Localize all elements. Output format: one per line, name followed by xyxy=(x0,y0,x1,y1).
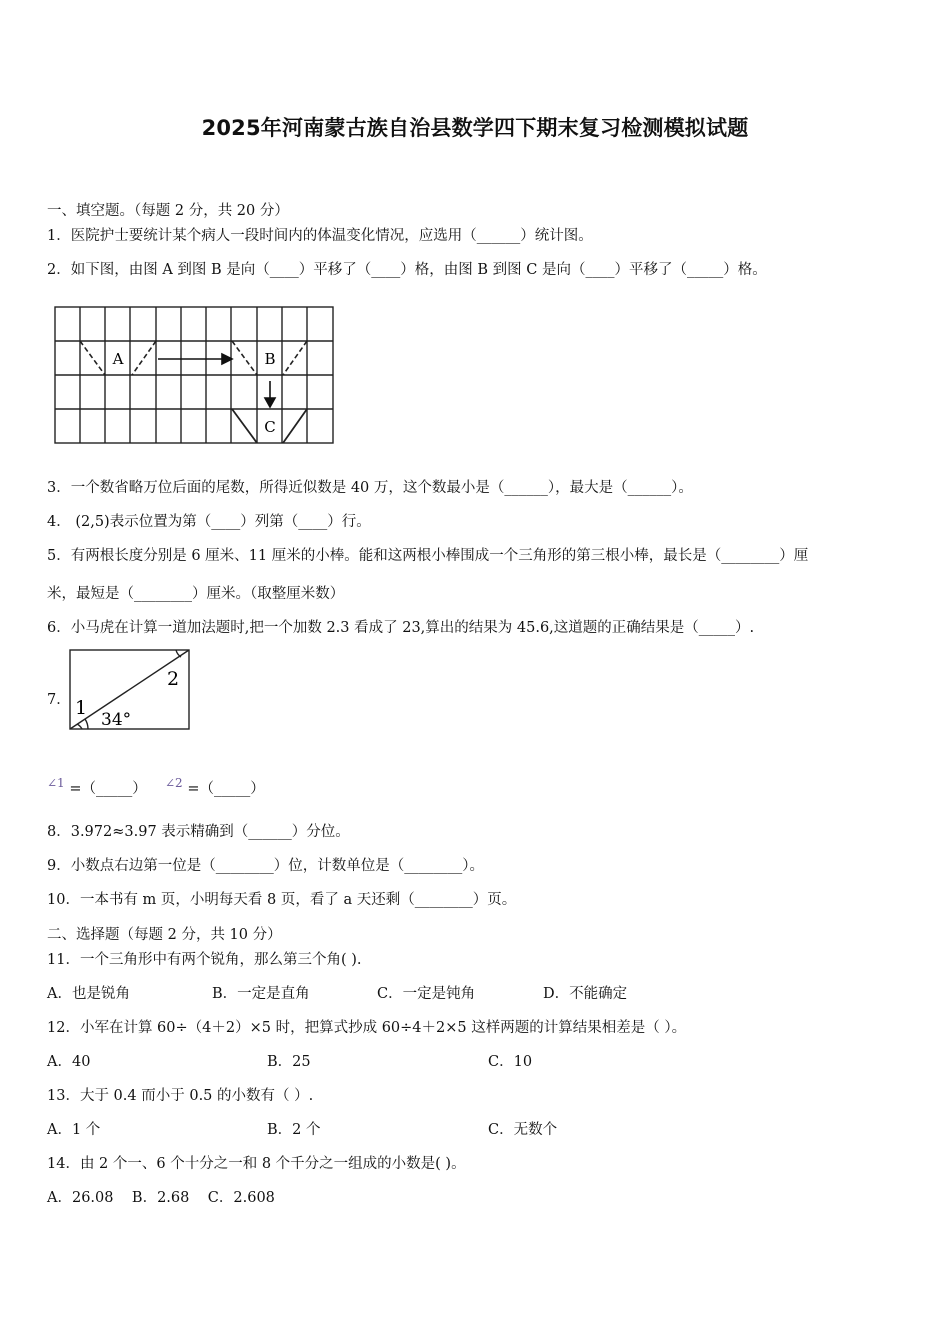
q13-option-a: A．1 个 xyxy=(47,1122,101,1138)
q13-option-c: C．无数个 xyxy=(488,1122,558,1138)
angle-2-label: 2 xyxy=(167,668,180,690)
translation-grid-figure xyxy=(52,304,338,447)
question-13: 13．大于 0.4 而小于 0.5 的小数有（ ）. xyxy=(47,1088,314,1104)
question-1: 1．医院护士要统计某个病人一段时间内的体温变化情况，应选用（______）统计图。 xyxy=(47,228,593,244)
question-9: 9．小数点右边第一位是（________）位，计数单位是（________）。 xyxy=(47,858,484,874)
angle-1-blank: =（_____） xyxy=(69,780,147,797)
angle-2-symbol: ∠2 xyxy=(165,776,183,790)
question-7-number: 7． xyxy=(47,692,71,708)
q11-option-d: D．不能确定 xyxy=(543,986,628,1002)
question-6: 6．小马虎在计算一道加法题时,把一个加数 2.3 看成了 23,算出的结果为 45.6,这道题的正确结果是（_____）. xyxy=(47,620,755,636)
question-5-line-1: 5．有两根长度分别是 6 厘米、11 厘米的小棒。能和这两根小棒围成一个三角形的第三根小棒，最长是（________）厘 xyxy=(47,548,809,564)
angle-1-symbol: ∠1 xyxy=(47,776,65,790)
question-10: 10．一本书有 m 页，小明每天看 8 页，看了 a 天还剩（________）页。 xyxy=(47,892,517,908)
question-11: 11．一个三角形中有两个锐角，那么第三个角( ). xyxy=(47,952,362,968)
question-5-line-2: 米，最短是（________）厘米。（取整厘米数） xyxy=(47,586,345,602)
q13-option-b: B．2 个 xyxy=(267,1122,321,1138)
q12-option-b: B．25 xyxy=(267,1054,311,1070)
angle-34-label: 34° xyxy=(101,710,132,730)
q14-options: A．26.08 B．2.68 C．2.608 xyxy=(47,1190,275,1206)
q11-option-a: A．也是锐角 xyxy=(47,986,130,1002)
question-14: 14．由 2 个一、6 个十分之一和 8 个千分之一组成的小数是( )。 xyxy=(47,1156,466,1172)
angle-2-blank: =（_____） xyxy=(187,780,265,797)
q12-option-a: A．40 xyxy=(47,1054,91,1070)
shape-b-label: B xyxy=(264,350,276,368)
q12-option-c: C．10 xyxy=(488,1054,533,1070)
angle-1-label: 1 xyxy=(75,697,88,719)
section-1-heading: 一、填空题。（每题 2 分，共 20 分） xyxy=(47,203,289,219)
question-3: 3．一个数省略万位后面的尾数，所得近似数是 40 万，这个数最小是（______），最大是（______）。 xyxy=(47,480,693,496)
question-2: 2．如下图，由图 A 到图 B 是向（____）平移了（____）格，由图 B 到图 C 是向（____）平移了（_____）格。 xyxy=(47,262,767,278)
question-12: 12．小军在计算 60÷（4＋2）×5 时，把算式抄成 60÷4＋2×5 这样两题的计算结果相差是（ ）。 xyxy=(47,1020,687,1036)
section-2-heading: 二、选择题（每题 2 分，共 10 分） xyxy=(47,927,282,943)
angle-rectangle-figure xyxy=(68,648,192,732)
shape-c-label: C xyxy=(264,418,276,436)
q11-option-c: C．一定是钝角 xyxy=(377,986,476,1002)
shape-a-label: A xyxy=(112,350,124,368)
question-4: 4． (2,5)表示位置为第（____）列第（____）行。 xyxy=(47,514,371,530)
question-7-answer-1 xyxy=(47,773,147,799)
q11-option-b: B．一定是直角 xyxy=(212,986,310,1002)
question-8: 8．3.972≈3.97 表示精确到（______）分位。 xyxy=(47,824,350,840)
page-title: 2025年河南蒙古族自治县数学四下期末复习检测模拟试题 xyxy=(201,116,749,140)
question-7-answer-2 xyxy=(165,773,265,799)
